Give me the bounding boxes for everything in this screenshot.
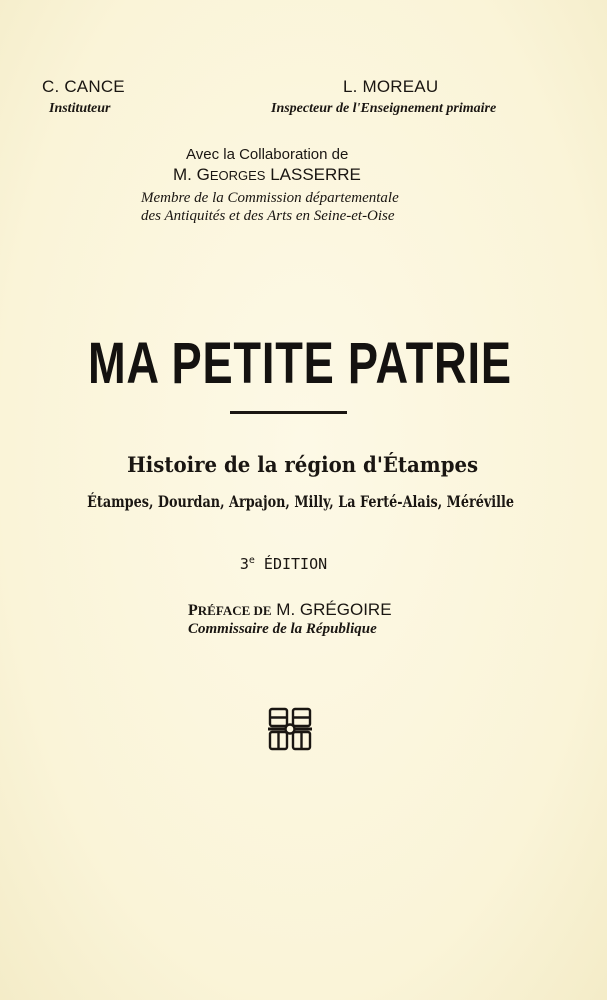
collaboration-intro: Avec la Collaboration de [186,146,349,163]
preface-cap: P [188,602,198,619]
edition-label [0,555,587,573]
edition-number: 3 [239,555,249,573]
edition-text: ÉDITION [254,555,328,573]
book-title: MA PETITE PATRIE [87,331,512,396]
author-role: Instituteur [49,101,111,116]
towns-list: Étampes, Dourdan, Arpajon, Milly, La Ferté-Alais, Méréville [87,492,515,511]
collaborator-name-last: LASSERRE [265,165,361,184]
title-divider [230,411,347,414]
book-subtitle: Histoire de la région d'Étampes [127,452,479,477]
author-name: C. CANCE [42,77,125,96]
preface-small: RÉFACE DE [197,603,272,618]
collaborator-role-line: des Antiquités et des Arts en Seine-et-Oise [141,208,395,224]
preface-name: M. GRÉGOIRE [271,600,392,619]
preface-line [188,600,392,620]
author-role: Inspecteur de l'Enseignement primaire [271,101,497,116]
publisher-emblem-icon [268,707,312,751]
collaborator-name-prefix: M. G [173,165,210,184]
edition-suffix: e [248,555,255,566]
preface-role: Commissaire de la République [188,621,377,637]
author-name: L. MOREAU [343,77,439,96]
collaborator-role-line: Membre de la Commission départementale [141,190,399,206]
collaborator-name-small: EORGES [209,168,266,183]
collaborator-name [173,165,361,185]
